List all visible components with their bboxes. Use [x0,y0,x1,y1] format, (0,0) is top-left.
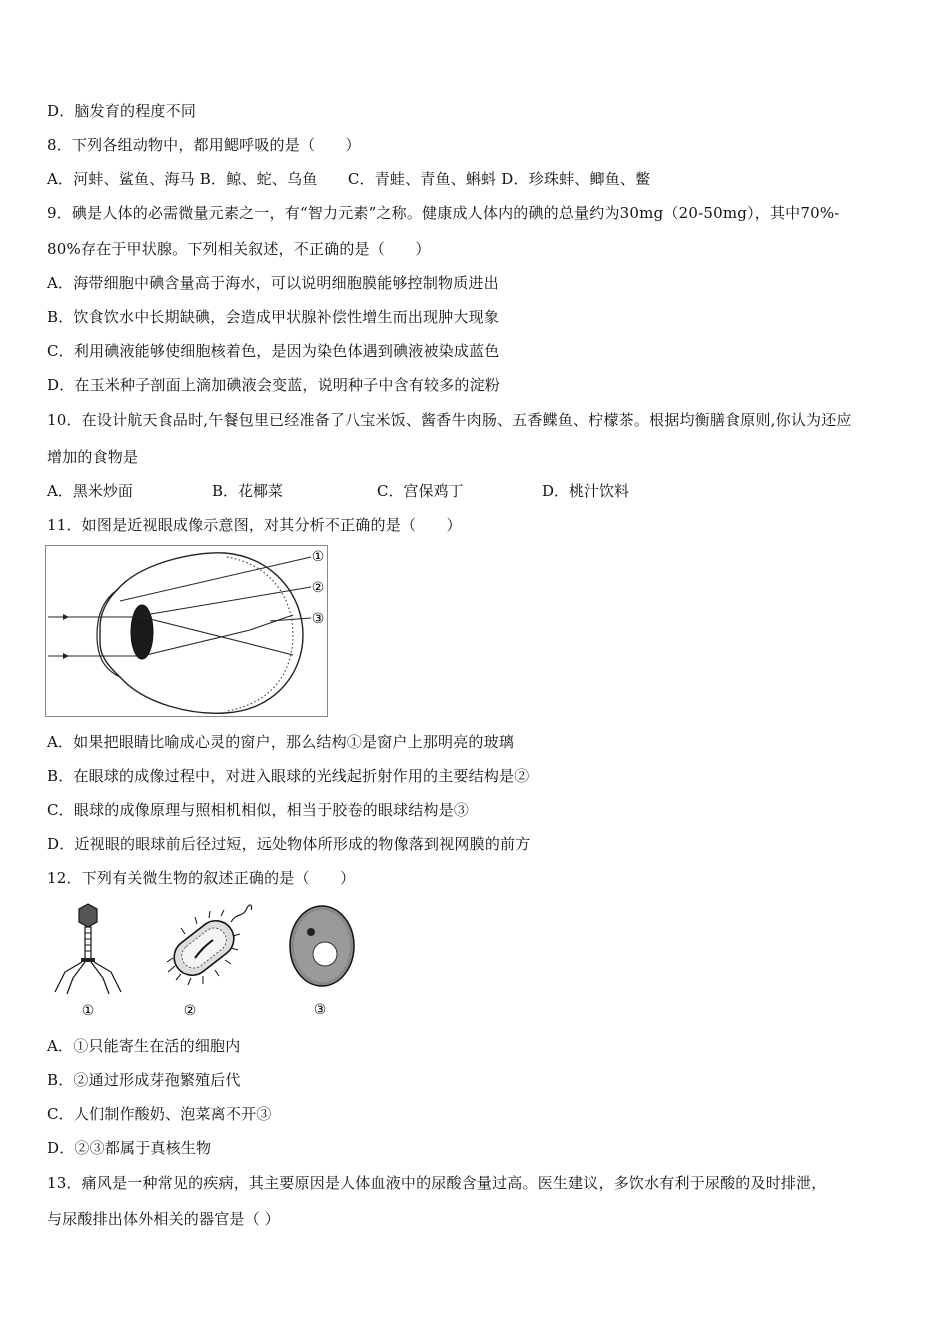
myopia-eye-diagram [45,545,330,717]
question-13-stem-line-1: 13．痛风是一种常见的疾病，其主要原因是人体血液中的尿酸含量过高。医生建议，多饮水有利于尿酸的及时排泄， [47,1174,827,1192]
question-9-option-a: A．海带细胞中碘含量高于海水，可以说明细胞膜能够控制物质进出 [47,274,499,292]
question-12-option-d: D．②③都属于真核生物 [47,1139,212,1157]
question-10-option-b: B．花椰菜 [212,482,284,500]
question-11-option-a: A．如果把眼睛比喻成心灵的窗户，那么结构①是窗户上那明亮的玻璃 [47,733,515,751]
question-9-option-c: C．利用碘液能够使细胞核着色，是因为染色体遇到碘液被染成蓝色 [47,342,500,360]
yeast-cell-image [290,906,354,986]
microbes-figure [45,900,365,1024]
bacteriophage-image [55,904,121,994]
question-13-stem-line-2: 与尿酸排出体外相关的器官是（ ） [47,1210,280,1228]
question-7-option-d: D．脑发育的程度不同 [47,102,197,120]
question-12-option-a: A．①只能寄生在活的细胞内 [47,1037,241,1055]
microbe-label-2: ② [183,1003,197,1019]
question-10-stem-line-2: 增加的食物是 [47,448,139,466]
refracted-ray-2 [142,630,250,656]
diverging-ray-2 [250,644,293,655]
arrow-head-top [63,614,69,620]
question-12-stem: 12．下列有关微生物的叙述正确的是（ ） [47,869,356,887]
question-10-option-d: D．桃汁饮料 [542,482,630,500]
eye-label-1: ① [311,549,325,565]
question-11-option-c: C．眼球的成像原理与照相机相似，相当于胶卷的眼球结构是③ [47,801,470,819]
question-10-option-c: C．宫保鸡丁 [377,482,464,500]
arrow-head-bottom [63,653,69,659]
lens [131,605,153,659]
question-9-stem-line-1: 9．碘是人体的必需微量元素之一，有“智力元素”之称。健康成人体内的碘的总量约为30mg（20-50mg），其中70%- [47,204,840,222]
microbe-label-1: ① [81,1003,95,1019]
question-9-option-d: D．在玉米种子剖面上滴加碘液会变蓝，说明种子中含有较多的淀粉 [47,376,501,394]
question-9-option-b: B．饮食饮水中长期缺碘，会造成甲状腺补偿性增生而出现肿大现象 [47,308,500,326]
question-10-stem-line-1: 10．在设计航天食品时,午餐包里已经准备了八宝米饭、酱香牛肉肠、五香鲽鱼、柠檬茶。根据均衡膳食原则,你认为还应 [47,411,852,429]
question-12-option-b: B．②通过形成芽孢繁殖后代 [47,1071,241,1089]
question-9-stem-line-2: 80%存在于甲状腺。下列相关叙述，不正确的是（ ） [47,240,431,258]
leader-line-3 [270,618,311,621]
question-8-options: A．河蚌、鲨鱼、海马 B．鲸、蛇、乌鱼 C．青蛙、青鱼、蝌蚪 D．珍珠蚌、鲫鱼、鳖 [47,170,651,188]
question-8-stem: 8．下列各组动物中，都用鳃呼吸的是（ ） [47,136,361,154]
question-11-option-d: D．近视眼的眼球前后径过短，远处物体所形成的物像落到视网膜的前方 [47,835,531,853]
question-10-option-a: A．黑米炒面 [47,482,133,500]
eyeball-outline [100,553,303,713]
diverging-ray-1 [250,615,293,630]
refracted-ray-1 [142,617,250,644]
question-11-option-b: B．在眼球的成像过程中，对进入眼球的光线起折射作用的主要结构是② [47,767,530,785]
microbe-label-3: ③ [313,1002,327,1018]
eye-label-2: ② [311,580,325,596]
bacterium-image [167,905,252,985]
question-11-stem: 11．如图是近视眼成像示意图，对其分析不正确的是（ ） [47,516,462,534]
figure-border [46,546,328,717]
question-12-option-c: C．人们制作酸奶、泡菜离不开③ [47,1105,272,1123]
eye-label-3: ③ [311,611,325,627]
